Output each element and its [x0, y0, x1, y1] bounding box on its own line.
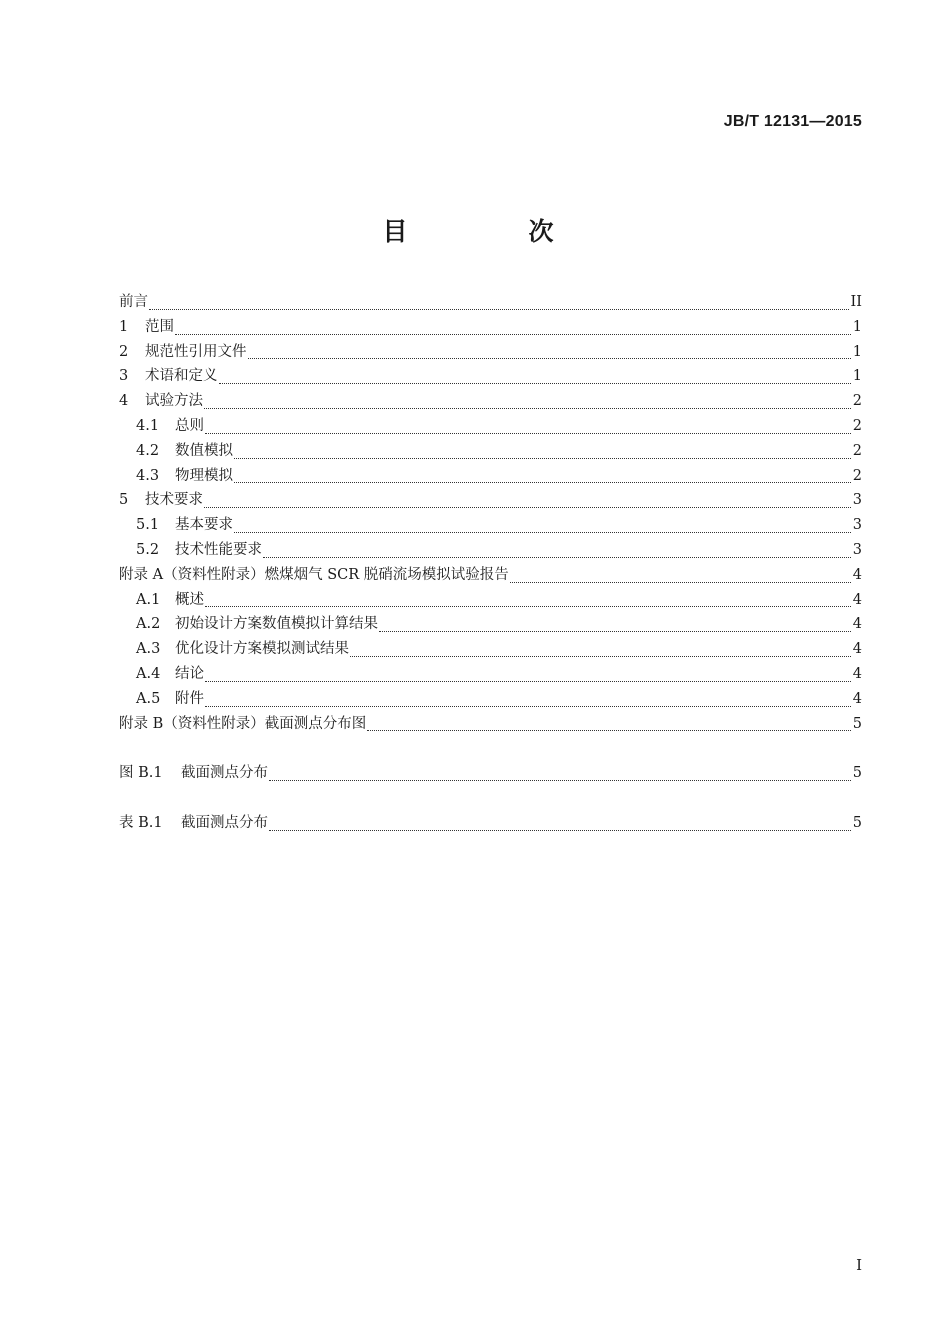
- toc-entry-page: II: [850, 294, 862, 310]
- toc-entry-title: 总则: [175, 417, 204, 434]
- toc-entry-page: 5: [852, 715, 862, 732]
- toc-entry[interactable]: [119, 538, 862, 563]
- toc-entry-title: 数值模拟: [175, 442, 233, 459]
- toc-entry-page: 4: [852, 690, 862, 707]
- toc-entry[interactable]: [119, 513, 862, 538]
- toc-dot-leader: [269, 830, 851, 831]
- toc-entry[interactable]: [119, 290, 862, 315]
- toc-entry-page: 3: [852, 541, 862, 558]
- toc-entry-number: 5.2: [136, 541, 160, 558]
- toc-entry-title: 前言: [119, 294, 148, 310]
- toc-entry-number: 5: [119, 492, 129, 509]
- toc-entry-number: 2: [119, 343, 129, 360]
- toc-entry-page: 2: [852, 442, 862, 459]
- toc-dot-leader: [269, 780, 851, 781]
- toc-entry[interactable]: [119, 464, 862, 489]
- toc-entry-page: 1: [852, 343, 862, 360]
- toc-entry-page: 3: [852, 492, 862, 509]
- toc-entry-title: 结论: [175, 665, 204, 682]
- toc-entry-title: 附录 A（资料性附录）燃煤烟气 SCR 脱硝流场模拟试验报告: [119, 566, 509, 583]
- toc-entry-number: A.3: [136, 641, 161, 658]
- toc-entry-page: 4: [852, 616, 862, 633]
- toc-entry-number: 图 B.1: [119, 765, 163, 782]
- toc-entry-number: 1: [119, 318, 129, 335]
- toc-dot-leader: [510, 582, 851, 583]
- toc-entry-title: 初始设计方案数值模拟计算结果: [175, 616, 378, 633]
- toc-dot-leader: [219, 383, 851, 384]
- toc-entry[interactable]: [119, 588, 862, 613]
- toc-entry-title: 范围: [145, 318, 174, 335]
- toc-entry[interactable]: [119, 340, 862, 365]
- page-number: I: [856, 1256, 862, 1274]
- toc-entry-title: 优化设计方案模拟测试结果: [175, 641, 349, 658]
- toc-entry-page: 4: [852, 641, 862, 658]
- toc-entry-number: 4.2: [136, 442, 160, 459]
- toc-dot-leader: [204, 507, 851, 508]
- toc-entry-title: 截面测点分布: [181, 765, 268, 782]
- toc-entry[interactable]: [119, 687, 862, 712]
- toc-dot-leader: [234, 532, 851, 533]
- toc-dot-leader: [234, 482, 851, 483]
- toc-entry-page: 5: [852, 815, 862, 832]
- toc-dot-leader: [149, 309, 849, 310]
- toc-entry-page: 2: [852, 393, 862, 410]
- toc-entry[interactable]: [119, 637, 862, 662]
- toc-dot-leader: [204, 408, 851, 409]
- toc-entry[interactable]: [119, 662, 862, 687]
- toc-entry-number: A.4: [136, 665, 161, 682]
- toc-entry-number: 4.3: [136, 467, 160, 484]
- toc-dot-leader: [367, 730, 851, 731]
- toc-entry[interactable]: [119, 612, 862, 637]
- toc-entry-page: 2: [852, 467, 862, 484]
- document-code: JB/T 12131—2015: [723, 113, 862, 130]
- toc-entry-title: 附录 B（资料性附录）截面测点分布图: [119, 715, 367, 732]
- toc-entry-number: 5.1: [136, 517, 160, 534]
- toc-entry[interactable]: [119, 414, 862, 439]
- toc-entry[interactable]: [119, 563, 862, 588]
- toc-entry[interactable]: [119, 761, 862, 786]
- toc-entry-number: A.1: [136, 591, 161, 608]
- toc-entry-page: 4: [852, 566, 862, 583]
- toc-entry[interactable]: [119, 315, 862, 340]
- toc-entry-page: 5: [852, 765, 862, 782]
- toc-entry-page: 4: [852, 591, 862, 608]
- toc-entry-title: 概述: [175, 591, 204, 608]
- toc-entry-title: 截面测点分布: [181, 815, 268, 832]
- toc-entry[interactable]: [119, 811, 862, 836]
- toc-dot-leader: [350, 656, 851, 657]
- toc-entry-title: 附件: [175, 690, 204, 707]
- toc-dot-leader: [248, 358, 851, 359]
- toc-entry-number: A.5: [136, 690, 161, 707]
- toc-dot-leader: [205, 681, 851, 682]
- toc-entry-page: 1: [852, 318, 862, 335]
- toc-entry[interactable]: [119, 488, 862, 513]
- toc-entry-title: 规范性引用文件: [145, 343, 247, 360]
- toc-entry-title: 基本要求: [175, 517, 233, 534]
- toc-entry-title: 术语和定义: [145, 368, 218, 385]
- toc-entry-title: 技术性能要求: [175, 541, 262, 558]
- toc-dot-leader: [175, 334, 851, 335]
- toc-entry-page: 4: [852, 665, 862, 682]
- toc-entry[interactable]: [119, 712, 862, 737]
- toc-entry-number: 4: [119, 393, 129, 410]
- toc-entry-page: 2: [852, 417, 862, 434]
- toc-dot-leader: [205, 606, 851, 607]
- toc-entry[interactable]: [119, 389, 862, 414]
- toc-entry[interactable]: [119, 364, 862, 389]
- toc-entry-page: 3: [852, 517, 862, 534]
- toc-entry-title: 试验方法: [145, 393, 203, 410]
- toc-entry-number: A.2: [136, 616, 161, 633]
- toc-dot-leader: [205, 433, 851, 434]
- toc-entry[interactable]: [119, 439, 862, 464]
- toc-entry-page: 1: [852, 368, 862, 385]
- toc-entry-number: 3: [119, 368, 129, 385]
- table-of-contents: [119, 290, 862, 836]
- toc-entry-number: 表 B.1: [119, 815, 163, 832]
- toc-dot-leader: [263, 557, 851, 558]
- page-title: 目 次: [382, 217, 602, 246]
- toc-dot-leader: [379, 631, 851, 632]
- toc-dot-leader: [205, 706, 851, 707]
- toc-entry-title: 技术要求: [145, 492, 203, 509]
- toc-entry-number: 4.1: [136, 417, 160, 434]
- toc-entry-title: 物理模拟: [175, 467, 233, 484]
- toc-dot-leader: [234, 458, 851, 459]
